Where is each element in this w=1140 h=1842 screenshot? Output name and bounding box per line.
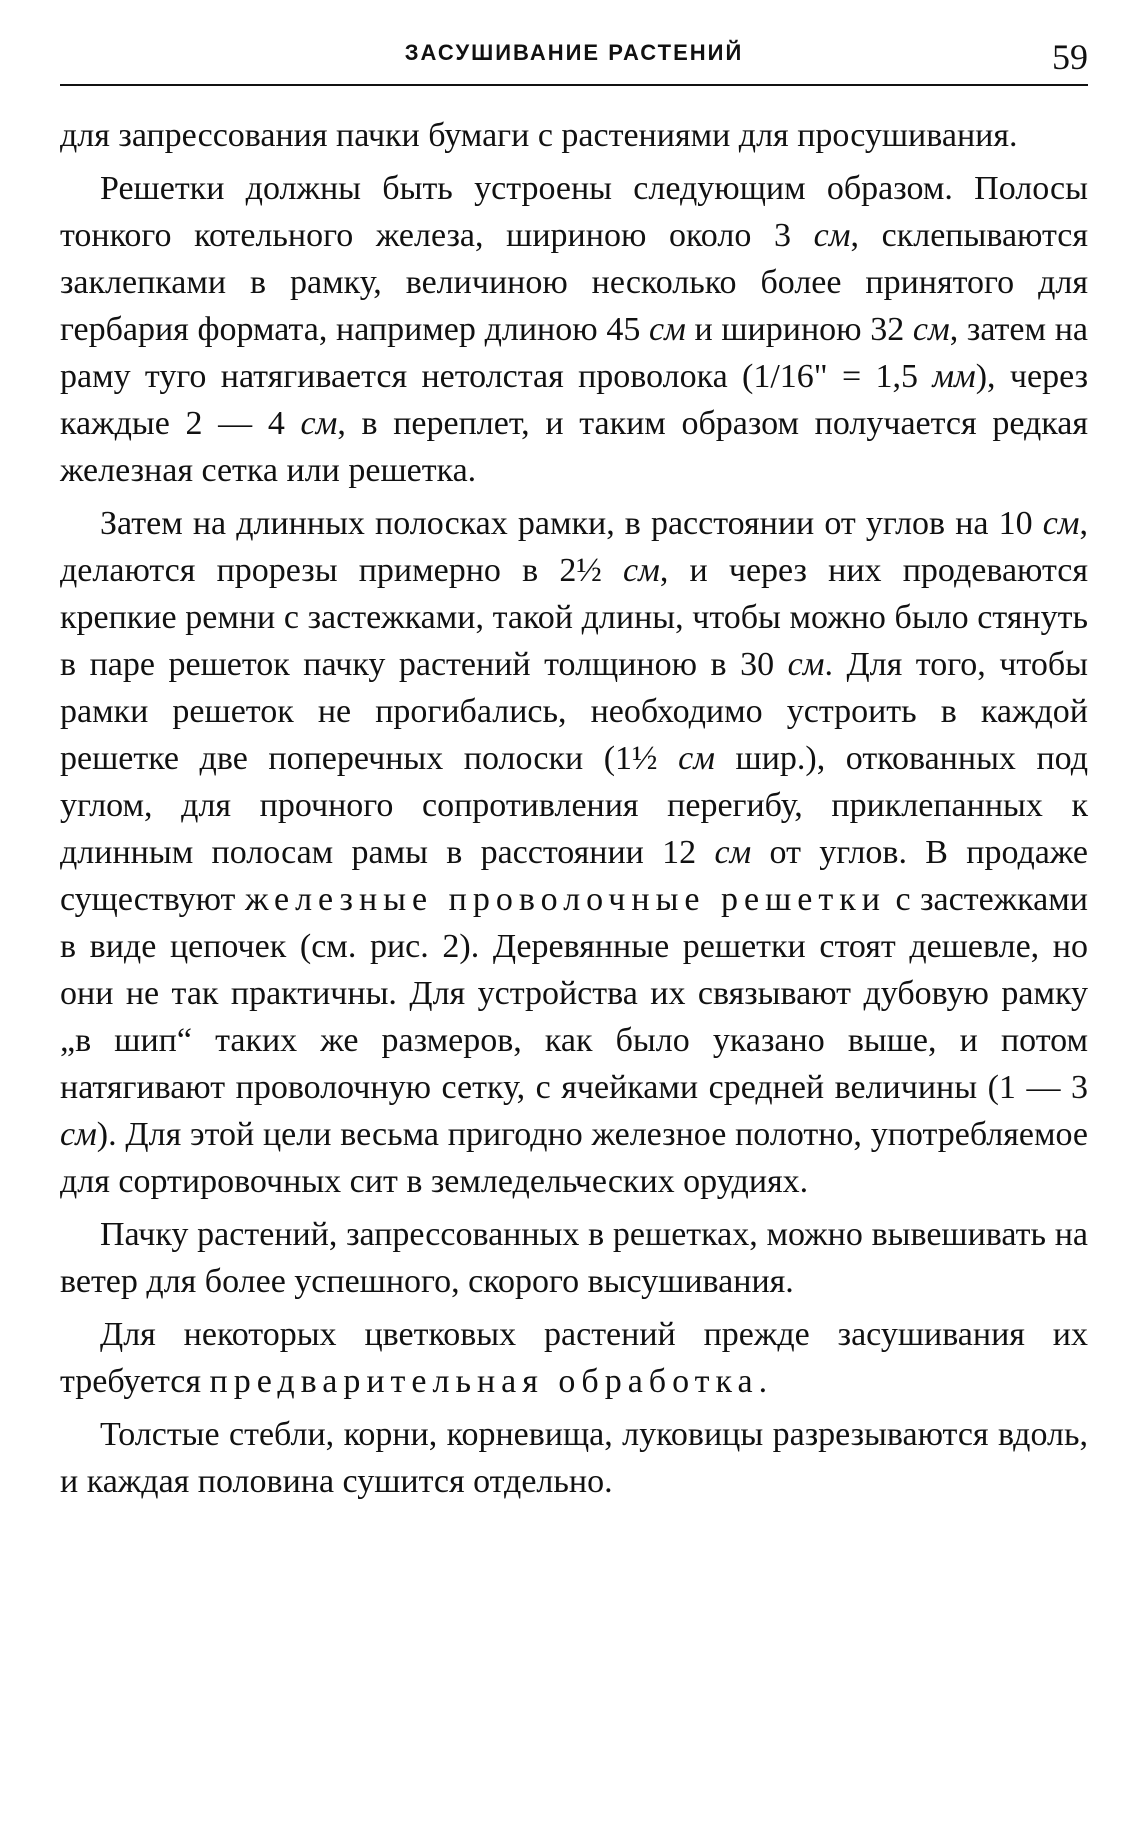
paragraph bbox=[60, 165, 1088, 494]
text-run: для запрессования пачки бумаги с растениями для просушивания. bbox=[60, 117, 1018, 154]
paragraph bbox=[60, 1411, 1088, 1505]
paragraph bbox=[60, 1211, 1088, 1305]
unit-italic: мм bbox=[932, 358, 976, 395]
unit-italic: см bbox=[714, 834, 752, 871]
text-run: Для некоторых цветковых растений прежде засушивания их требуется bbox=[60, 1316, 1088, 1400]
text-run: , в переплет, и таким образом получается редкая железная сетка или решетка. bbox=[60, 405, 1088, 489]
text-run: Затем на длинных полосках рамки, в расстоянии от углов на 10 bbox=[100, 505, 1043, 542]
unit-italic: см bbox=[60, 1116, 97, 1153]
running-head: ЗАСУШИВАНИЕ РАСТЕНИЙ bbox=[404, 40, 744, 65]
unit-italic: см bbox=[912, 311, 950, 348]
paragraph bbox=[60, 112, 1088, 159]
text-run: , делаются прорезы примерно в 2½ bbox=[60, 505, 1088, 589]
text-run: и шириною 32 bbox=[685, 311, 913, 348]
unit-italic: см bbox=[787, 646, 825, 683]
text-run: , и через них продеваются крепкие ремни с застежками, такой длины, чтобы можно было стянуть в паре решеток пачку растений толщиною в 30 bbox=[60, 552, 1088, 683]
spaced-emphasis: предварительная обработка bbox=[209, 1363, 759, 1400]
body-text bbox=[60, 112, 1088, 1505]
book-page bbox=[60, 22, 1088, 1505]
text-run: Толстые стебли, корни, корневища, луковицы разрезываются вдоль, и каждая половина сушится отдельно. bbox=[60, 1416, 1088, 1500]
unit-italic: см bbox=[678, 740, 715, 777]
text-run: . Для того, чтобы рамки решеток не прогибались, необходимо устроить в каждой решетке две поперечных полоски (1½ bbox=[60, 646, 1088, 777]
page-header bbox=[60, 22, 1088, 84]
unit-italic: см bbox=[649, 311, 686, 348]
paragraph bbox=[60, 1311, 1088, 1405]
text-run: от углов. В продаже существуют bbox=[60, 834, 1088, 918]
text-run: , затем на раму туго натягивается нетолстая проволока (1/16" = 1,5 bbox=[60, 311, 1088, 395]
text-run: Решетки должны быть устроены следующим образом. Полосы тонкого котельного железа, шириною около 3 bbox=[60, 170, 1088, 254]
text-run: . bbox=[758, 1363, 768, 1400]
unit-italic: см bbox=[300, 405, 338, 442]
unit-italic: см bbox=[1042, 505, 1080, 542]
unit-italic: см bbox=[813, 217, 851, 254]
header-rule bbox=[60, 84, 1088, 86]
unit-italic: см bbox=[623, 552, 660, 589]
spaced-emphasis: железные проволочные решетки bbox=[244, 881, 886, 918]
text-run: , склепываются заклепками в рамку, величиною несколько более принятого для гербария формата, например длиною 45 bbox=[60, 217, 1088, 348]
page-number: 59 bbox=[1052, 37, 1088, 77]
text-run: ), через каждые 2 — 4 bbox=[60, 358, 1089, 442]
text-run: шир.), откованных под углом, для прочного сопротивления перегибу, приклепанных к длинным полосам рамы в расстоянии 12 bbox=[60, 740, 1088, 871]
text-run: Пачку растений, запрессованных в решетках, можно вывешивать на ветер для более успешного, скорого высушивания. bbox=[60, 1216, 1088, 1300]
paragraph bbox=[60, 500, 1088, 1205]
text-run: ). Для этой цели весьма пригодно железное полотно, употребляемое для сортировочных сит в земледельческих орудиях. bbox=[60, 1116, 1088, 1200]
text-run: с застежками в виде цепочек (см. рис. 2). Деревянные решетки стоят дешевле, но они не так практичны. Для устройства их связывают дубовую рамку „в шип“ таких же размеров, как было указано выше, и потом натягивают проволочную сетку, с ячейками средней величины (1 — 3 bbox=[60, 881, 1088, 1106]
